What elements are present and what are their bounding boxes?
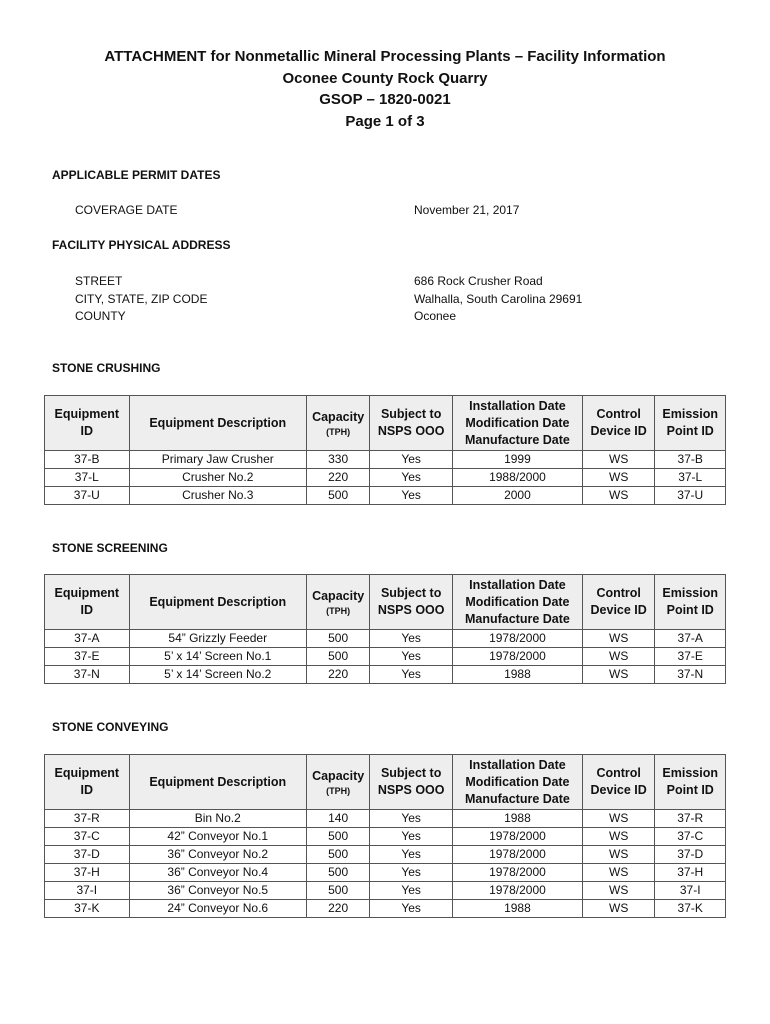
header-line: Equipment Description (149, 594, 287, 609)
equipment-description-cell: 5’ x 14’ Screen No.1 (129, 648, 306, 666)
equipment-id-cell: 37-N (45, 666, 130, 684)
control-device-cell: WS (582, 469, 655, 487)
control-device-cell: WS (582, 451, 655, 469)
equipment-description-cell: 5’ x 14’ Screen No.2 (129, 666, 306, 684)
table-row (45, 666, 726, 684)
header-dates (452, 755, 582, 810)
header-capacity (306, 396, 369, 451)
equipment-description-cell: Bin No.2 (129, 810, 306, 828)
header-title: ATTACHMENT for Nonmetallic Mineral Processing Plants – Facility Information (104, 48, 666, 65)
control-device-cell: WS (582, 864, 655, 882)
header-line: Emission (662, 407, 718, 421)
header-line: Point ID (666, 783, 714, 797)
header-line: ID (80, 603, 94, 617)
emission-point-cell: 37-I (655, 882, 726, 900)
equipment-id-cell: 37-B (45, 451, 130, 469)
header-nsps (370, 755, 453, 810)
coverage-date-label: COVERAGE DATE (75, 203, 178, 217)
header-control-device (582, 755, 655, 810)
facility-address-heading: FACILITY PHYSICAL ADDRESS (52, 238, 231, 252)
equipment-id-cell: 37-H (45, 864, 130, 882)
capacity-cell: 500 (306, 648, 369, 666)
header-emission-point (655, 396, 726, 451)
capacity-cell: 220 (306, 900, 369, 918)
emission-point-cell: 37-U (655, 487, 726, 505)
capacity-cell: 220 (306, 666, 369, 684)
capacity-cell: 500 (306, 487, 369, 505)
nsps-cell: Yes (370, 828, 453, 846)
table-row (45, 648, 726, 666)
emission-point-cell: 37-C (655, 828, 726, 846)
table-row (45, 469, 726, 487)
header-nsps (370, 396, 453, 451)
emission-point-cell: 37-D (655, 846, 726, 864)
street-label: STREET (75, 274, 123, 288)
nsps-cell: Yes (370, 469, 453, 487)
table-row (45, 882, 726, 900)
header-line: Emission (662, 586, 718, 600)
header-line: Point ID (666, 603, 714, 617)
header-control-device (582, 396, 655, 451)
section-title-crushing: STONE CRUSHING (52, 361, 161, 375)
header-line: Modification Date (465, 774, 570, 789)
capacity-cell: 500 (306, 828, 369, 846)
capacity-unit: (TPH) (326, 605, 351, 616)
emission-point-cell: 37-K (655, 900, 726, 918)
header-equipment-description (129, 575, 306, 630)
emission-point-cell: 37-B (655, 451, 726, 469)
nsps-cell: Yes (370, 648, 453, 666)
table-header-row (45, 396, 726, 451)
capacity-cell: 220 (306, 469, 369, 487)
equipment-description-cell: 24” Conveyor No.6 (129, 900, 306, 918)
header-line: Subject to (380, 766, 442, 780)
header-line: NSPS OOO (377, 424, 445, 438)
header-line: Manufacture Date (464, 791, 570, 806)
date-cell: 1978/2000 (452, 882, 582, 900)
nsps-cell: Yes (370, 900, 453, 918)
emission-point-cell: 37-L (655, 469, 726, 487)
crushing-table (44, 395, 726, 505)
header-equipment-id (45, 755, 130, 810)
control-device-cell: WS (582, 846, 655, 864)
table-row (45, 846, 726, 864)
header-line: Manufacture Date (464, 611, 570, 626)
header-line: Control (596, 407, 641, 421)
equipment-description-cell: 54” Grizzly Feeder (129, 630, 306, 648)
header-capacity (306, 755, 369, 810)
equipment-id-cell: 37-C (45, 828, 130, 846)
county-value: Oconee (414, 309, 457, 323)
table-header-row (45, 755, 726, 810)
street-value: 686 Rock Crusher Road (414, 274, 543, 288)
table-row (45, 487, 726, 505)
header-line: Equipment Description (149, 774, 287, 789)
header-line: Capacity (312, 768, 365, 783)
header-line: Device ID (590, 424, 647, 438)
nsps-cell: Yes (370, 666, 453, 684)
header-line: Device ID (590, 783, 647, 797)
conveying-table (44, 754, 726, 918)
city-state-zip-value: Walhalla, South Carolina 29691 (414, 292, 583, 306)
header-line: Manufacture Date (464, 432, 570, 447)
control-device-cell: WS (582, 882, 655, 900)
emission-point-cell: 37-E (655, 648, 726, 666)
table-row (45, 864, 726, 882)
nsps-cell: Yes (370, 487, 453, 505)
date-cell: 1978/2000 (452, 828, 582, 846)
table-row (45, 810, 726, 828)
date-cell: 1988 (452, 810, 582, 828)
capacity-cell: 500 (306, 846, 369, 864)
document-header (0, 46, 770, 132)
header-line: ID (80, 783, 94, 797)
equipment-id-cell: 37-L (45, 469, 130, 487)
date-cell: 1978/2000 (452, 648, 582, 666)
nsps-cell: Yes (370, 810, 453, 828)
capacity-cell: 500 (306, 630, 369, 648)
date-cell: 1988 (452, 900, 582, 918)
control-device-cell: WS (582, 900, 655, 918)
equipment-id-cell: 37-D (45, 846, 130, 864)
header-line: Installation Date (469, 757, 566, 772)
table-row (45, 451, 726, 469)
header-emission-point (655, 575, 726, 630)
header-line: Equipment (54, 407, 120, 421)
nsps-cell: Yes (370, 846, 453, 864)
header-line: Subject to (380, 586, 442, 600)
header-equipment-id (45, 575, 130, 630)
control-device-cell: WS (582, 487, 655, 505)
header-line: NSPS OOO (377, 603, 445, 617)
header-equipment-description (129, 396, 306, 451)
header-line: Emission (662, 766, 718, 780)
equipment-description-cell: Crusher No.3 (129, 487, 306, 505)
capacity-unit: (TPH) (326, 426, 351, 437)
nsps-cell: Yes (370, 882, 453, 900)
equipment-description-cell: 36” Conveyor No.2 (129, 846, 306, 864)
equipment-id-cell: 37-U (45, 487, 130, 505)
date-cell: 2000 (452, 487, 582, 505)
date-cell: 1978/2000 (452, 846, 582, 864)
capacity-cell: 330 (306, 451, 369, 469)
permit-dates-heading: APPLICABLE PERMIT DATES (52, 168, 221, 182)
equipment-description-cell: Primary Jaw Crusher (129, 451, 306, 469)
header-line: Control (596, 766, 641, 780)
header-line: Modification Date (465, 594, 570, 609)
control-device-cell: WS (582, 810, 655, 828)
header-line: Capacity (312, 588, 365, 603)
nsps-cell: Yes (370, 864, 453, 882)
coverage-date-value: November 21, 2017 (414, 203, 520, 217)
capacity-cell: 140 (306, 810, 369, 828)
header-line: Installation Date (469, 398, 566, 413)
emission-point-cell: 37-N (655, 666, 726, 684)
table-row (45, 828, 726, 846)
header-emission-point (655, 755, 726, 810)
date-cell: 1988 (452, 666, 582, 684)
equipment-id-cell: 37-A (45, 630, 130, 648)
header-line: Equipment (54, 766, 120, 780)
capacity-cell: 500 (306, 864, 369, 882)
nsps-cell: Yes (370, 451, 453, 469)
equipment-description-cell: Crusher No.2 (129, 469, 306, 487)
header-nsps (370, 575, 453, 630)
section-title-screening: STONE SCREENING (52, 541, 168, 555)
date-cell: 1988/2000 (452, 469, 582, 487)
nsps-cell: Yes (370, 630, 453, 648)
header-equipment-description (129, 755, 306, 810)
header-line: Capacity (312, 409, 365, 424)
screening-table (44, 574, 726, 684)
header-permit-number: GSOP – 1820-0021 (319, 91, 451, 108)
date-cell: 1999 (452, 451, 582, 469)
emission-point-cell: 37-R (655, 810, 726, 828)
table-header-row (45, 575, 726, 630)
capacity-cell: 500 (306, 882, 369, 900)
section-title-conveying: STONE CONVEYING (52, 720, 169, 734)
city-state-zip-label: CITY, STATE, ZIP CODE (75, 292, 208, 306)
equipment-description-cell: 36” Conveyor No.5 (129, 882, 306, 900)
header-line: Control (596, 586, 641, 600)
header-facility-name: Oconee County Rock Quarry (282, 69, 488, 87)
header-line: Point ID (666, 424, 714, 438)
equipment-id-cell: 37-E (45, 648, 130, 666)
header-line: Subject to (380, 407, 442, 421)
equipment-id-cell: 37-R (45, 810, 130, 828)
header-line: Device ID (590, 603, 647, 617)
control-device-cell: WS (582, 648, 655, 666)
table-row (45, 630, 726, 648)
equipment-id-cell: 37-K (45, 900, 130, 918)
header-line: Equipment (54, 586, 120, 600)
emission-point-cell: 37-H (655, 864, 726, 882)
control-device-cell: WS (582, 828, 655, 846)
header-line: NSPS OOO (377, 783, 445, 797)
header-line: Equipment Description (149, 415, 287, 430)
header-line: Installation Date (469, 577, 566, 592)
emission-point-cell: 37-A (655, 630, 726, 648)
header-dates (452, 575, 582, 630)
county-label: COUNTY (75, 309, 126, 323)
header-line: ID (80, 424, 94, 438)
equipment-description-cell: 36” Conveyor No.4 (129, 864, 306, 882)
date-cell: 1978/2000 (452, 864, 582, 882)
capacity-unit: (TPH) (326, 785, 351, 796)
header-dates (452, 396, 582, 451)
control-device-cell: WS (582, 630, 655, 648)
header-control-device (582, 575, 655, 630)
control-device-cell: WS (582, 666, 655, 684)
table-row (45, 900, 726, 918)
equipment-description-cell: 42” Conveyor No.1 (129, 828, 306, 846)
header-capacity (306, 575, 369, 630)
header-equipment-id (45, 396, 130, 451)
date-cell: 1978/2000 (452, 630, 582, 648)
equipment-id-cell: 37-I (45, 882, 130, 900)
header-line: Modification Date (465, 415, 570, 430)
header-page-number: Page 1 of 3 (345, 112, 425, 130)
